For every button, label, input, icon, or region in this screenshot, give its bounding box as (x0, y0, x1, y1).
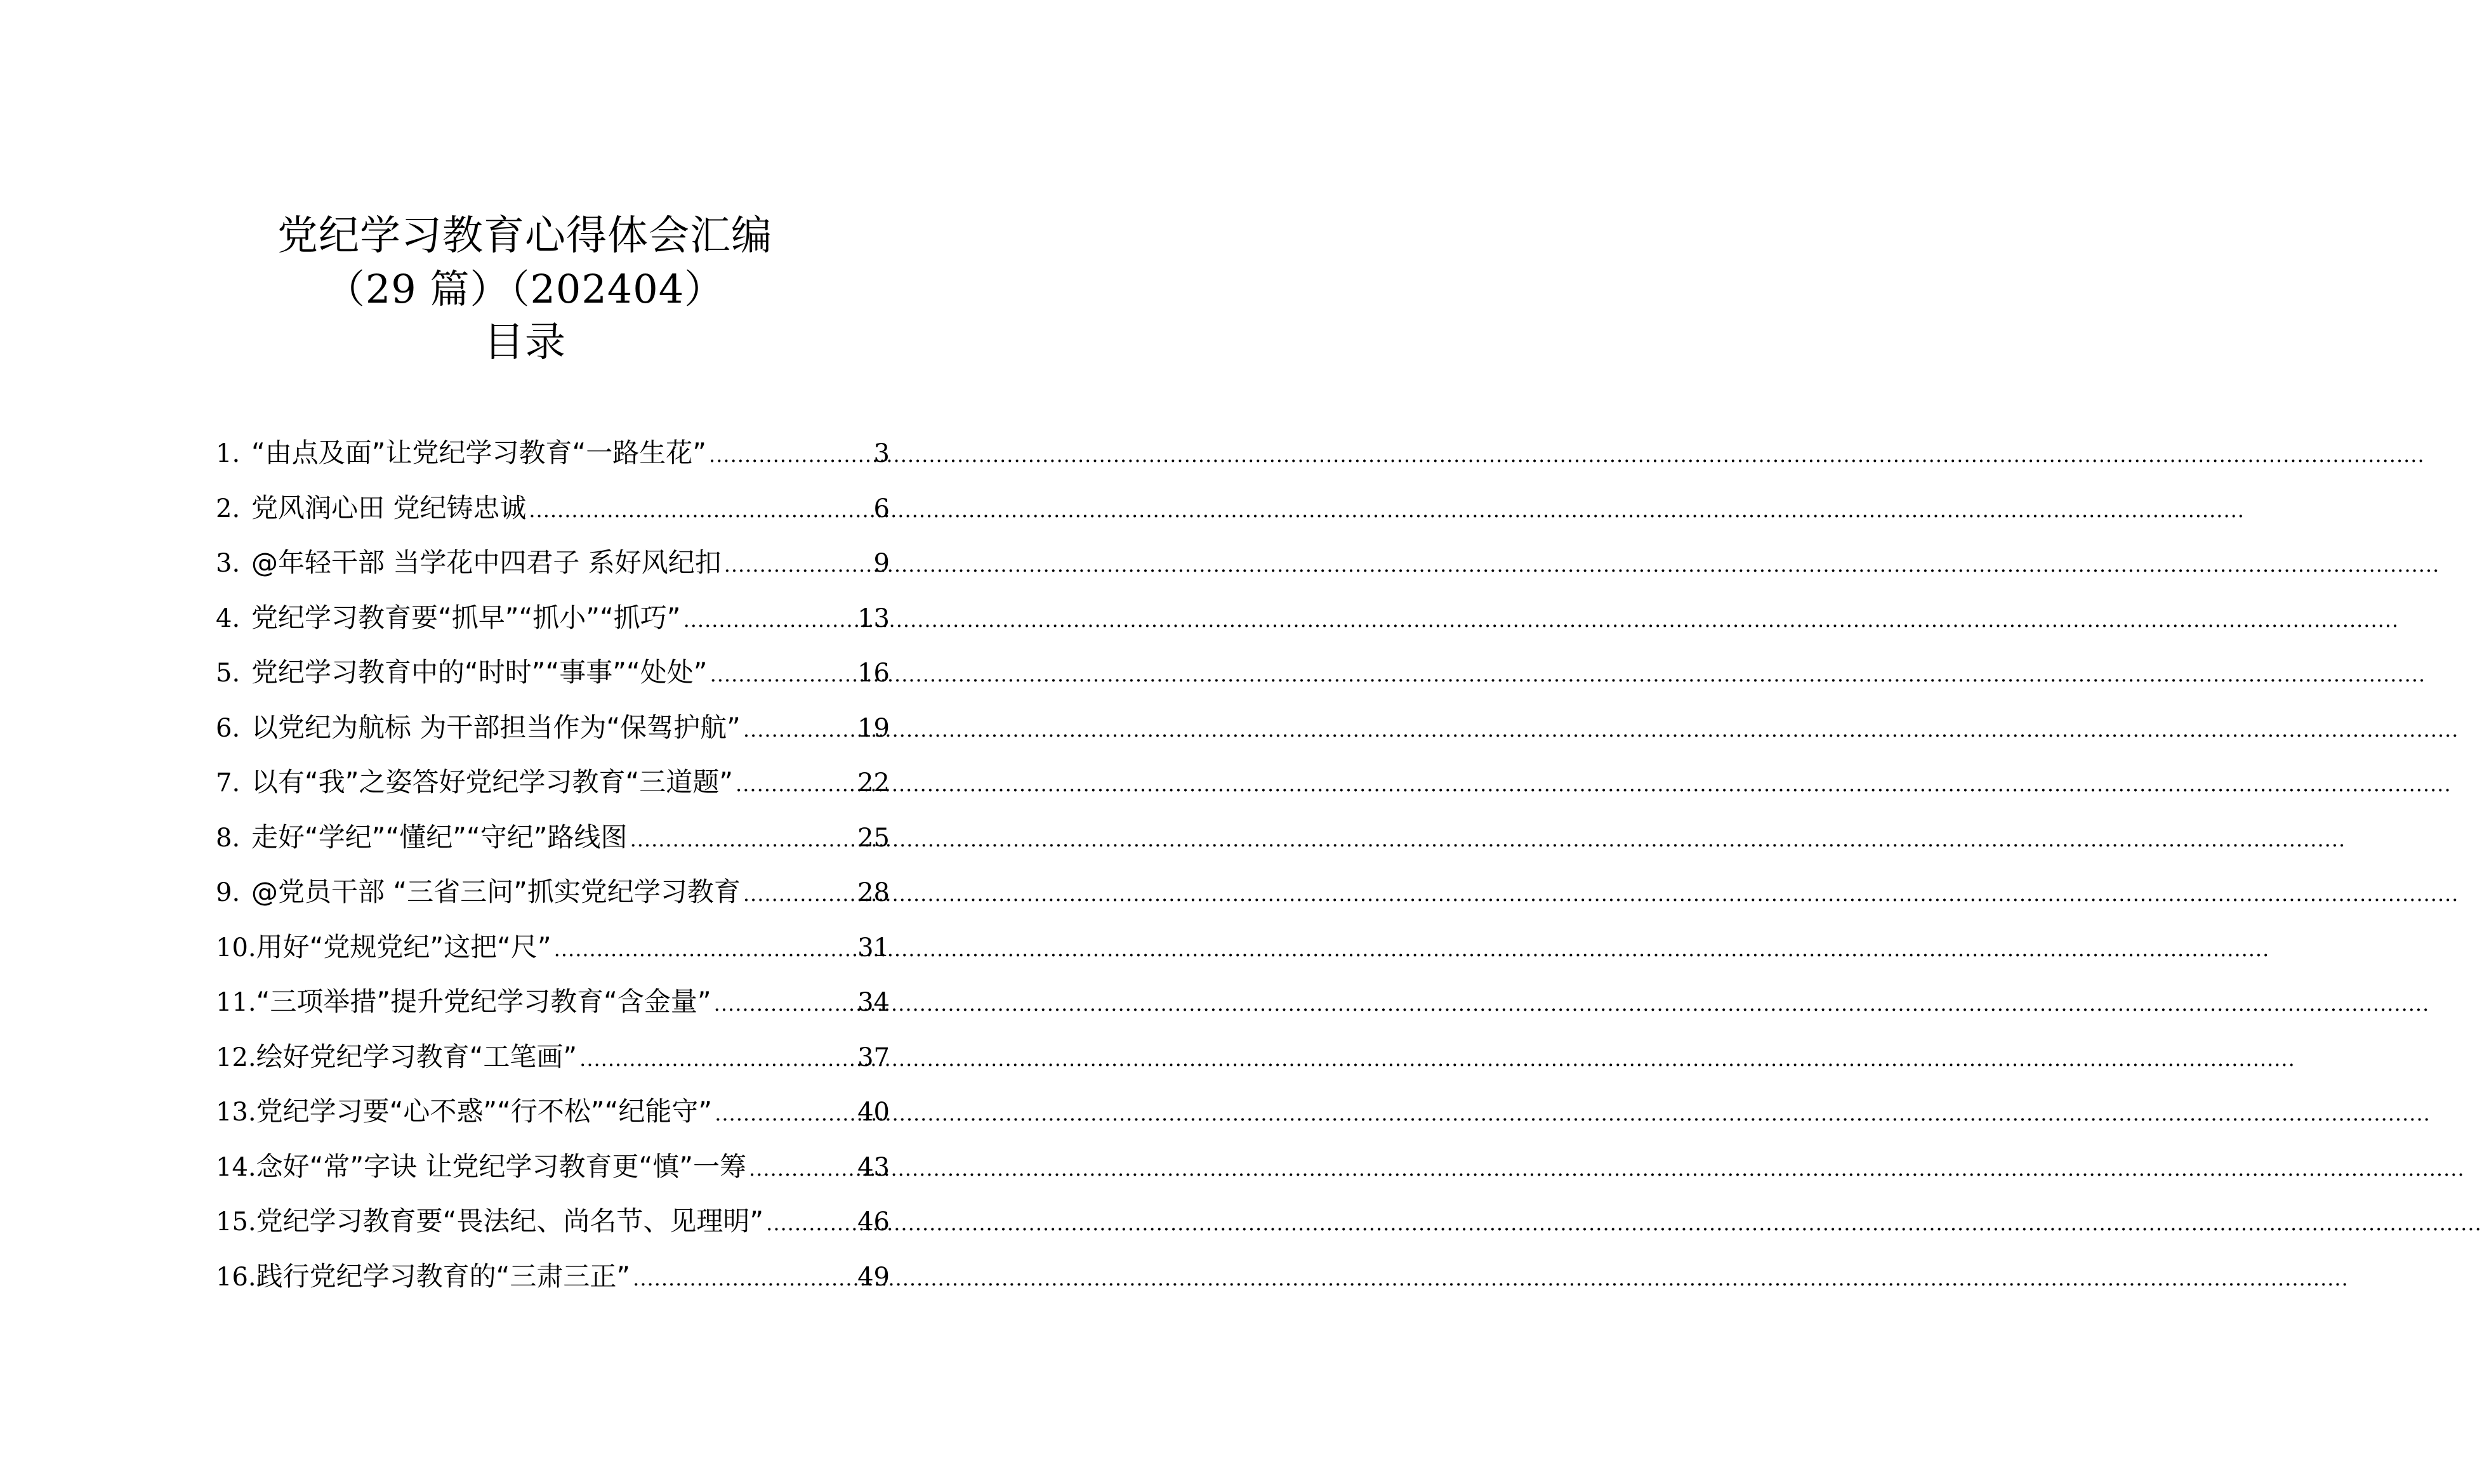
toc-entry[interactable] (216, 544, 890, 599)
toc-entry[interactable] (216, 983, 890, 1038)
toc-entry-leader-dots (529, 491, 871, 529)
document-title: 党纪学习教育心得体会汇编 (277, 213, 772, 259)
toc-entry-title: 走好“学纪”“懂纪”“守纪”路线图 (251, 821, 628, 853)
toc-entry-leader-dots (743, 875, 855, 913)
toc-entry-leader-dots (630, 820, 855, 858)
toc-entry-title: 党纪学习教育要“畏法纪、尚名节、见理明” (256, 1205, 764, 1237)
toc-entry-page-number: 16 (857, 659, 890, 688)
toc-entry-number: 11. (216, 988, 256, 1017)
toc-entry[interactable] (216, 1202, 890, 1257)
toc-entry-page-number: 46 (857, 1207, 890, 1237)
toc-entry-page-number: 49 (857, 1262, 890, 1292)
toc-entry-page-number: 37 (857, 1042, 890, 1072)
toc-entry-leader-dots (554, 930, 855, 968)
table-of-contents (216, 434, 890, 1312)
toc-entry[interactable] (216, 434, 890, 489)
toc-entry-title: 党纪学习要“心不惑”“行不松”“纪能守” (256, 1096, 713, 1127)
toc-entry-leader-dots (709, 436, 871, 474)
toc-entry-leader-dots (714, 985, 855, 1023)
toc-entry-title: @年轻干部 当学花中四君子 系好风纪扣 (251, 547, 722, 578)
toc-entry-number: 6. (216, 713, 241, 743)
toc-entry-number: 12. (216, 1042, 256, 1072)
toc-entry-title: “三项举措”提升党纪学习教育“含金量” (256, 986, 711, 1017)
toc-entry[interactable] (216, 1093, 890, 1148)
toc-entry-number: 1. (216, 439, 241, 468)
toc-entry-leader-dots (724, 546, 871, 584)
toc-entry-number: 7. (216, 768, 241, 798)
toc-entry-page-number: 34 (857, 988, 890, 1017)
toc-entry[interactable] (216, 1038, 890, 1093)
toc-entry-number: 5. (216, 659, 241, 688)
toc-entry-number: 9. (216, 878, 241, 907)
toc-entry-page-number: 6 (873, 494, 890, 523)
toc-entry[interactable] (216, 1148, 890, 1203)
toc-entry[interactable] (216, 599, 890, 654)
toc-entry-title: 党纪学习教育要“抓早”“抓小”“抓巧” (251, 601, 681, 633)
toc-heading: 目录 (484, 319, 566, 366)
toc-entry-page-number: 9 (873, 549, 890, 578)
toc-entry[interactable] (216, 1257, 890, 1313)
toc-entry-number: 14. (216, 1152, 256, 1182)
toc-entry-page-number: 28 (857, 878, 890, 907)
document-title-block (0, 209, 1050, 369)
toc-entry[interactable] (216, 709, 890, 764)
toc-entry-leader-dots (579, 1040, 855, 1078)
toc-entry-leader-dots (743, 711, 855, 749)
toc-entry-number: 13. (216, 1098, 256, 1127)
toc-entry-page-number: 40 (857, 1098, 890, 1127)
toc-entry-page-number: 31 (857, 933, 890, 962)
toc-entry-leader-dots (715, 1094, 855, 1133)
toc-entry[interactable] (216, 763, 890, 818)
toc-entry-title: 绘好党纪学习教育“工笔画” (256, 1041, 578, 1072)
toc-entry-title: 以党纪为航标 为干部担当作为“保驾护航” (251, 711, 741, 743)
toc-entry-leader-dots (683, 601, 855, 639)
toc-entry[interactable] (216, 653, 890, 709)
toc-entry-leader-dots (749, 1150, 855, 1188)
toc-entry-page-number: 25 (857, 823, 890, 853)
toc-entry-number: 10. (216, 933, 256, 962)
toc-entry-page-number: 43 (857, 1152, 890, 1182)
toc-entry-number: 4. (216, 603, 241, 633)
toc-entry-number: 3. (216, 549, 241, 578)
toc-entry-leader-dots (633, 1259, 855, 1297)
toc-entry-number: 2. (216, 494, 241, 523)
toc-entry-title: 用好“党规党纪”这把“尺” (256, 931, 551, 962)
document-subtitle: （29 篇）（202404） (325, 266, 725, 312)
toc-entry-leader-dots (710, 655, 855, 693)
toc-entry[interactable] (216, 928, 890, 983)
toc-entry-title: 党风润心田 党纪铸忠诚 (251, 492, 527, 523)
toc-entry-number: 15. (216, 1207, 256, 1237)
toc-entry-title: 念好“常”字诀 让党纪学习教育更“慎”一筹 (256, 1150, 747, 1182)
toc-entry-title: 践行党纪学习教育的“三肃三正” (256, 1260, 631, 1292)
toc-entry-title: 党纪学习教育中的“时时”“事事”“处处” (251, 657, 708, 688)
toc-entry-title: “由点及面”让党纪学习教育“一路生花” (251, 437, 707, 468)
toc-entry-leader-dots (766, 1204, 855, 1242)
toc-entry-page-number: 19 (857, 713, 890, 743)
toc-entry-page-number: 22 (857, 768, 890, 798)
toc-entry[interactable] (216, 489, 890, 544)
toc-entry[interactable] (216, 873, 890, 928)
toc-entry-number: 8. (216, 823, 241, 853)
toc-entry-number: 16. (216, 1262, 256, 1292)
toc-entry-page-number: 3 (873, 439, 890, 468)
toc-entry-leader-dots (736, 765, 855, 803)
toc-entry[interactable] (216, 818, 890, 874)
toc-entry-page-number: 13 (857, 603, 890, 633)
toc-entry-title: 以有“我”之姿答好党纪学习教育“三道题” (251, 766, 734, 798)
toc-entry-title: @党员干部 “三省三问”抓实党纪学习教育 (251, 876, 741, 907)
